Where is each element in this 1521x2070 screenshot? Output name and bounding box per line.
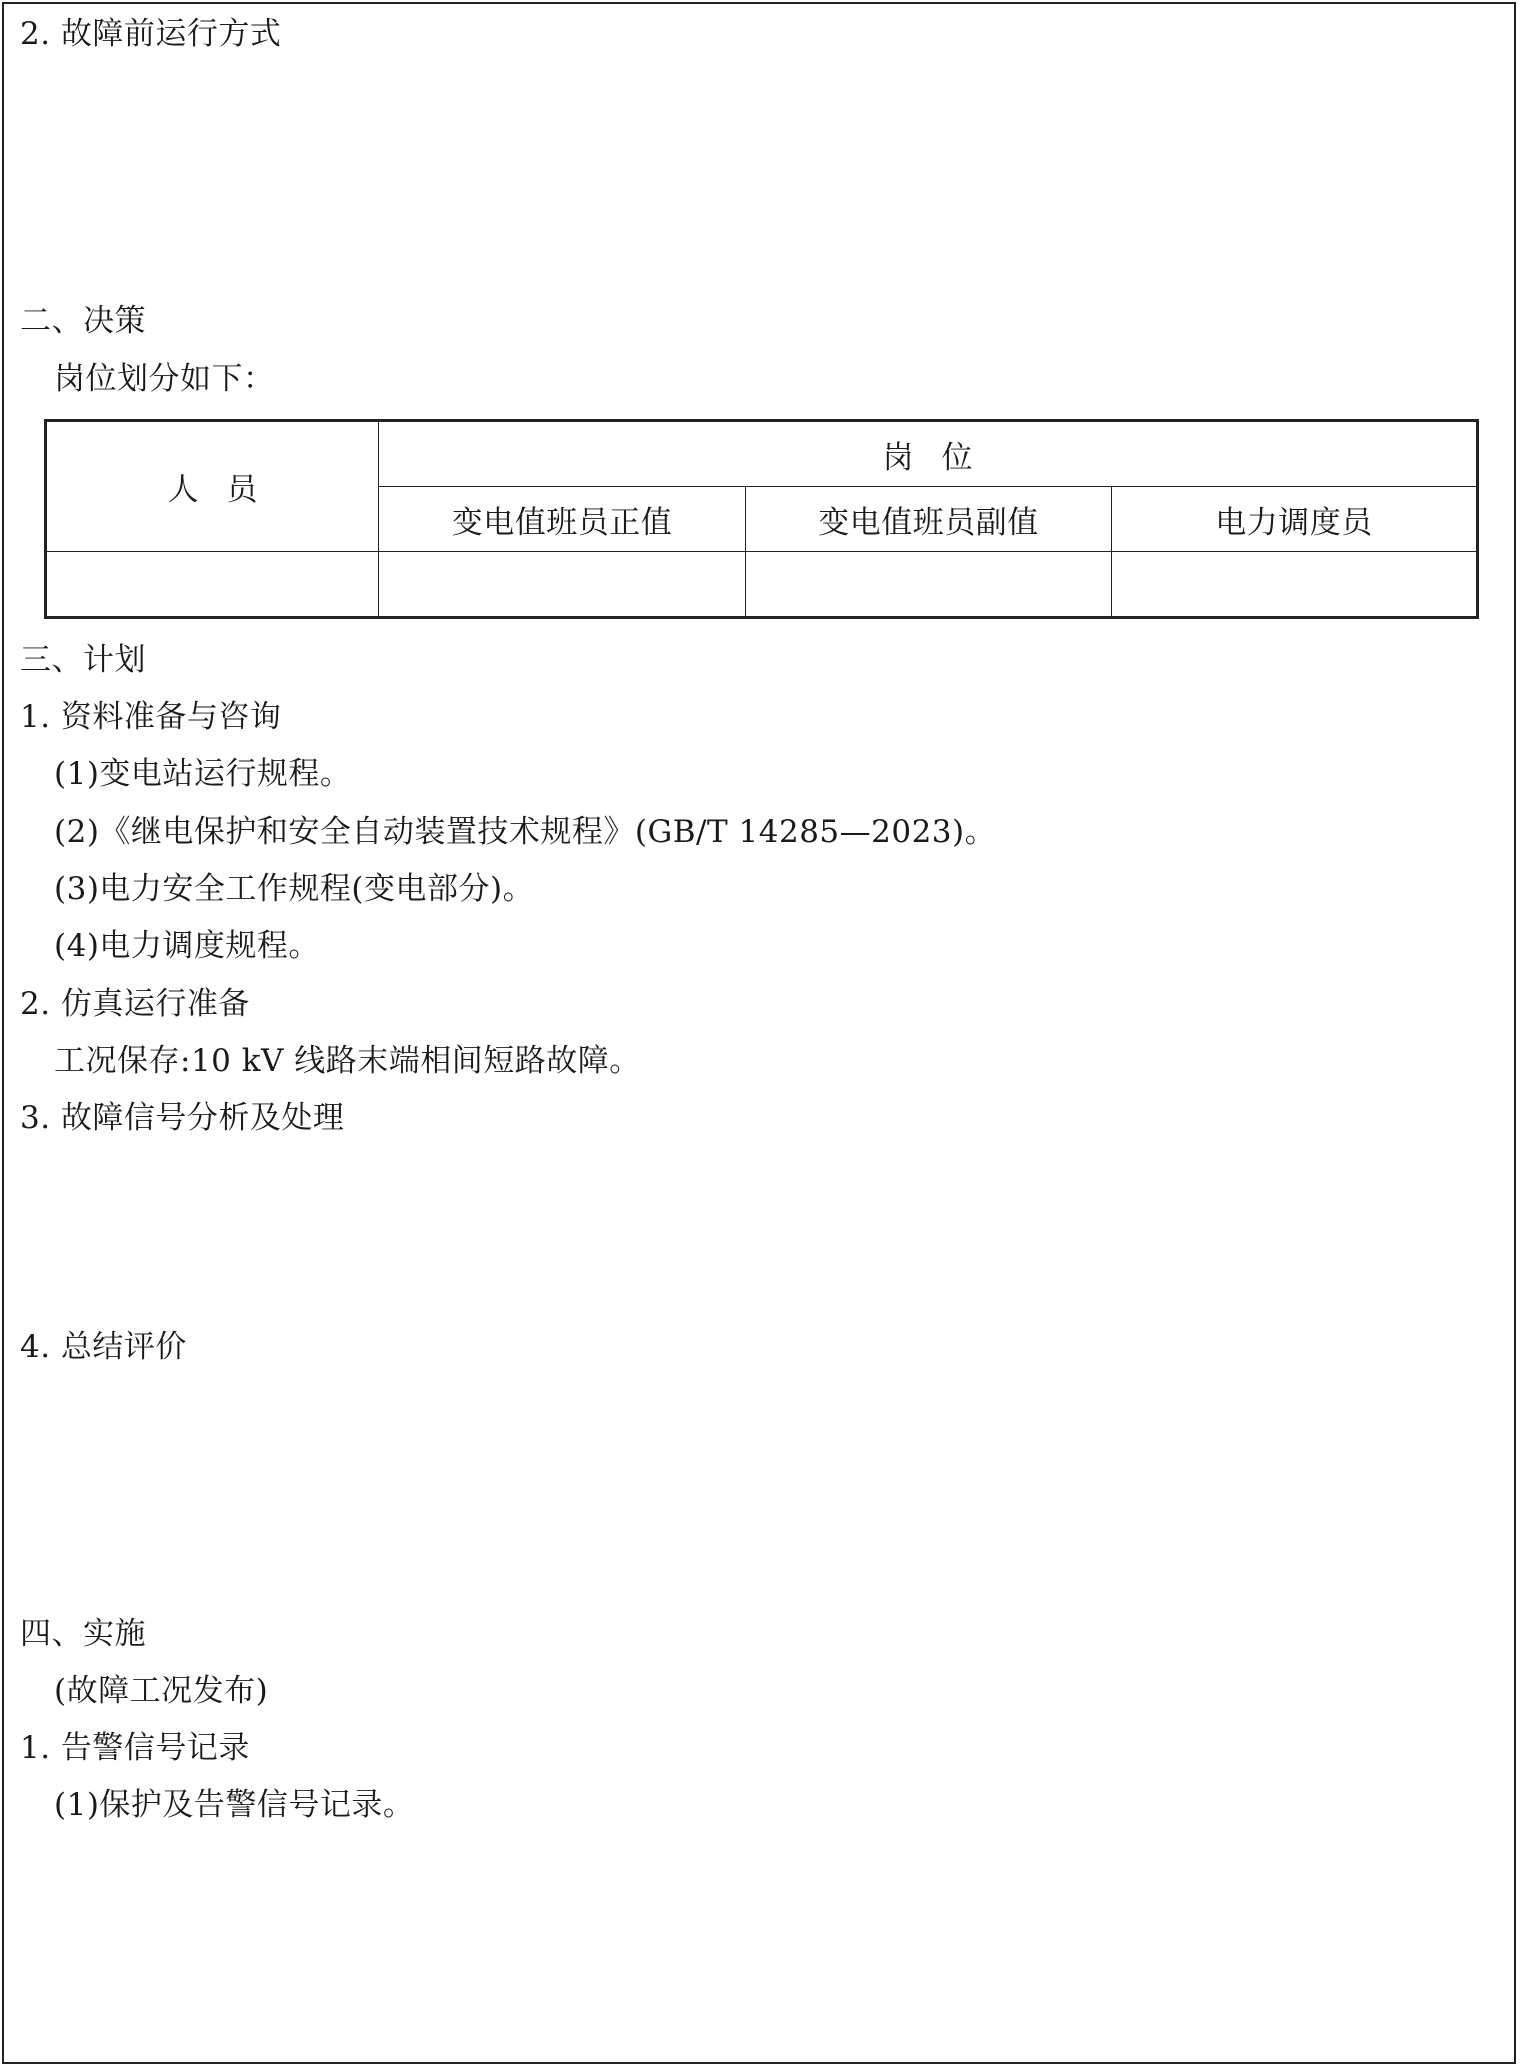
column-header-substation-operator-deputy: 变电值班员副值 <box>746 487 1112 552</box>
table-cell-personnel[interactable] <box>46 552 379 618</box>
column-header-substation-operator-chief: 变电值班员正值 <box>379 487 746 552</box>
section-implementation-title: 四、实施 <box>20 1616 146 1652</box>
item-simulation-preparation: 2. 仿真运行准备 <box>20 986 250 1022</box>
ref-relay-protection-regulations: (2)《继电保护和安全自动装置技术规程》(GB/T 14285—2023)。 <box>54 814 997 850</box>
post-header-cell <box>379 421 1478 487</box>
item-pre-fault-operation-mode: 2. 故障前运行方式 <box>20 16 282 52</box>
post-division-intro: 岗位划分如下： <box>54 361 275 397</box>
table-cell-deputy[interactable] <box>746 552 1112 618</box>
section-plan-title: 三、计划 <box>20 642 146 678</box>
table-cell-chief[interactable] <box>379 552 746 618</box>
personnel-header-cell <box>46 421 379 552</box>
item-summary-evaluation: 4. 总结评价 <box>20 1329 187 1365</box>
item-alarm-signal-record: 1. 告警信号记录 <box>20 1730 250 1766</box>
ref-substation-regulations: (1)变电站运行规程。 <box>54 756 352 792</box>
protection-alarm-record-note: (1)保护及告警信号记录。 <box>54 1787 415 1823</box>
column-header-power-dispatcher: 电力调度员 <box>1112 487 1478 552</box>
post-assignment-table <box>44 419 1479 619</box>
item-fault-signal-analysis: 3. 故障信号分析及处理 <box>20 1100 345 1136</box>
condition-save-note: 工况保存:10 kV 线路末端相间短路故障。 <box>54 1043 641 1079</box>
table-cell-dispatcher[interactable] <box>1112 552 1478 618</box>
post-header: 岗位 <box>882 439 1001 476</box>
fault-condition-release-note: (故障工况发布) <box>54 1673 269 1709</box>
item-materials-preparation: 1. 资料准备与咨询 <box>20 699 282 735</box>
ref-safety-work-regulations: (3)电力安全工作规程(变电部分)。 <box>54 871 535 907</box>
ref-dispatch-regulations: (4)电力调度规程。 <box>54 928 320 964</box>
section-decision-title: 二、决策 <box>20 303 146 339</box>
personnel-header: 人员 <box>167 472 286 508</box>
